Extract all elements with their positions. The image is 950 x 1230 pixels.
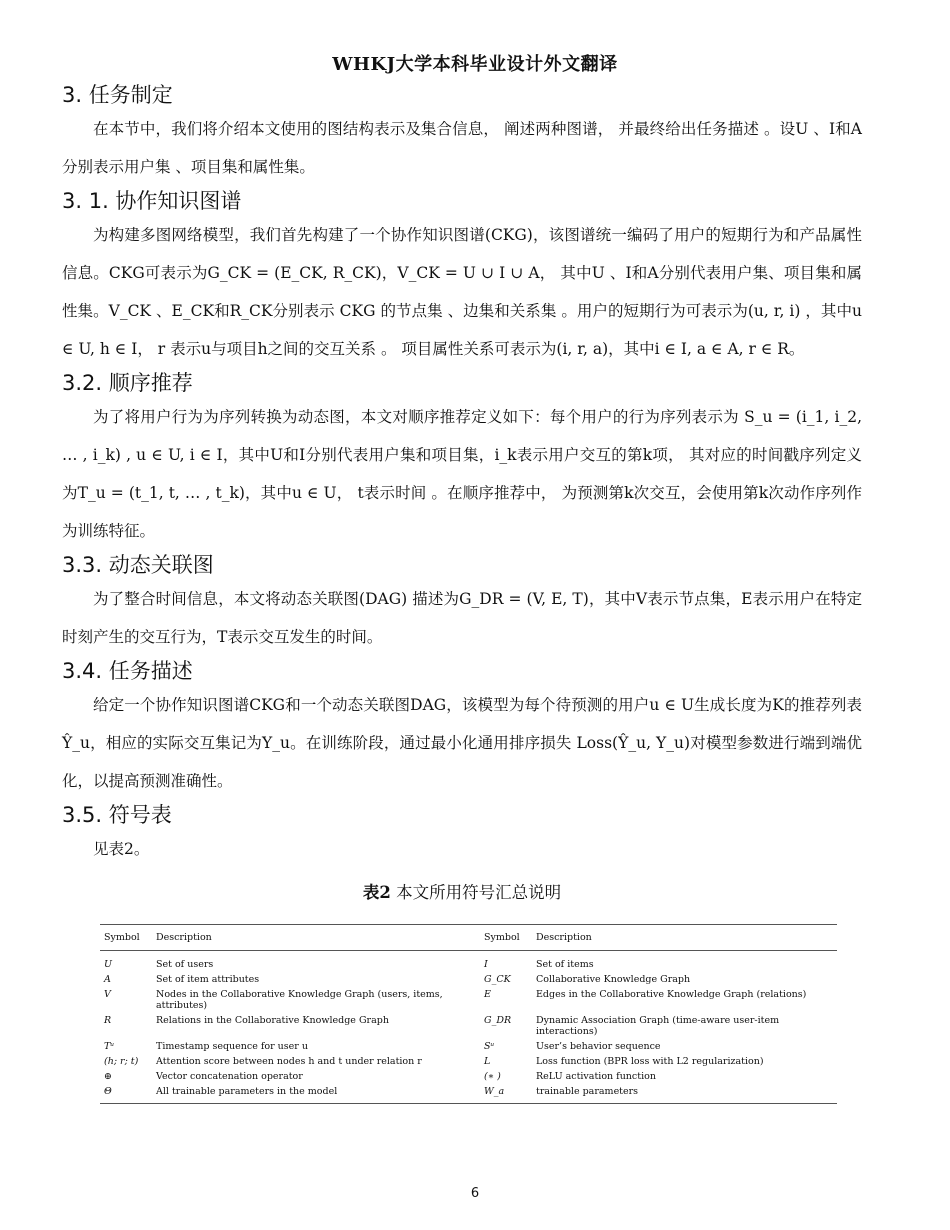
symbol-cell: U xyxy=(104,959,113,970)
section-paragraph: 为构建多图网络模型，我们首先构建了一个协作知识图谱(CKG)，该图谱统一编码了用户的短期行为和产品属性信息。CKG可表示为G_CK = (E_CK, R_CK)，V_CK = U ∪ I ∪ A， 其中U 、I和A分别代表用户集、项目集和属性集。V_CK 、E_CK和R_CK分别表示 CKG 的节点集 、边集和关系集 。用户的短期行为可表示为(u, r, i) ，其中u ∈ U, h ∈ I， r 表示u与项目h之间的交互关系 。 项目属性关系可表示为(i, r, a)，其中i ∈ I, a ∈ A, r ∈ R。 xyxy=(62,226,862,358)
symbol-cell: R xyxy=(104,1015,112,1026)
section-paragraph: 为了将用户行为为序列转换为动态图，本文对顺序推荐定义如下：每个用户的行为序列表示为 S_u = (i_1, i_2, … , i_k) , u ∈ U, i ∈ I，其中U和I分别代表用户集和项目集，i_k表示用户交互的第k项， 其对应的时间戳序列定义为T_u = (t_1, t, … , t_k)，其中u ∈ U， t表示时间 。在顺序推荐中， 为预测第k次交互，会使用第k次动作序列作为训练特征。 xyxy=(62,408,862,540)
section-heading: 3.4. 任务描述 xyxy=(62,659,193,683)
symbol-cell: G_DR xyxy=(484,1015,512,1026)
description-cell: Set of item attributes xyxy=(156,974,260,985)
description-cell: Vector concatenation operator xyxy=(156,1071,303,1082)
table-row xyxy=(100,1069,837,1084)
symbol-cell: A xyxy=(104,974,111,985)
section-paragraph: 为了整合时间信息，本文将动态关联图(DAG) 描述为G_DR = (V, E, T)，其中V表示节点集，E表示用户在特定时刻产生的交互行为，T表示交互发生的时间。 xyxy=(62,590,862,646)
symbol-cell: E xyxy=(484,989,491,1000)
description-cell: Relations in the Collaborative Knowledge Graph xyxy=(156,1015,389,1026)
table-header-row xyxy=(100,925,837,951)
section-paragraph: 在本节中，我们将介绍本文使用的图结构表示及集合信息， 阐述两种图谱， 并最终给出任务描述 。设U 、I和A分别表示用户集 、项目集和属性集。 xyxy=(62,120,862,176)
table-caption xyxy=(62,880,862,906)
symbol-table xyxy=(100,924,837,1104)
description-cell: ReLU activation function xyxy=(536,1071,656,1082)
description-cell: Set of items xyxy=(536,959,594,970)
description-cell: Timestamp sequence for user u xyxy=(156,1041,308,1052)
description-cell: Set of users xyxy=(156,959,214,970)
header-description: Description xyxy=(536,932,592,943)
section-ckg xyxy=(62,186,862,368)
symbol-cell: L xyxy=(484,1056,491,1067)
symbol-cell: (∗ ) xyxy=(484,1071,501,1082)
section-heading: 3.3. 动态关联图 xyxy=(62,553,214,577)
symbol-cell: Θ xyxy=(104,1086,112,1097)
description-cell: Loss function (BPR loss with L2 regularization) xyxy=(536,1056,764,1067)
description-cell: Collaborative Knowledge Graph xyxy=(536,974,691,985)
table-caption-text: 本文所用符号汇总说明 xyxy=(396,883,562,902)
symbol-cell: I xyxy=(484,959,488,970)
page-header: WHKJ大学本科毕业设计外文翻译 xyxy=(332,54,618,75)
section-heading: 3. 1. 协作知识图谱 xyxy=(62,189,242,213)
symbol-cell: V xyxy=(104,989,111,1000)
description-cell: trainable parameters xyxy=(536,1086,639,1097)
table-row xyxy=(100,1084,837,1104)
page-number: 6 xyxy=(470,1186,480,1201)
section-paragraph: 见表2。 xyxy=(93,840,150,858)
description-cell: All trainable parameters in the model xyxy=(156,1086,338,1097)
header-symbol: Symbol xyxy=(484,932,520,943)
description-cell: Edges in the Collaborative Knowledge Graph (relations) xyxy=(536,989,807,1000)
document-body xyxy=(62,80,862,1104)
header-symbol: Symbol xyxy=(104,932,140,943)
section-paragraph: 给定一个协作知识图谱CKG和一个动态关联图DAG，该模型为每个待预测的用户u ∈ U生成长度为K的推荐列表Ŷ_u，相应的实际交互集记为Y_u。在训练阶段，通过最小化通用排序损失 Loss(Ŷ_u, Y_u)对模型参数进行端到端优化，以提高预测准确性。 xyxy=(62,696,862,790)
table-caption-label: 表2 xyxy=(362,883,391,902)
description-cell: Dynamic Association Graph (time-aware user-item interactions) xyxy=(536,1015,780,1037)
section-sequential-recommendation xyxy=(62,368,862,550)
table-row xyxy=(100,1054,837,1069)
section-symbol-table xyxy=(62,800,862,868)
section-task-description xyxy=(62,656,862,800)
table-row xyxy=(100,972,837,987)
section-heading: 3.5. 符号表 xyxy=(62,803,172,827)
symbol-cell: G_CK xyxy=(484,974,511,985)
section-task-formulation xyxy=(62,80,862,186)
description-cell: User’s behavior sequence xyxy=(536,1041,661,1052)
table-row xyxy=(100,1039,837,1054)
symbol-cell: Tᵘ xyxy=(104,1041,115,1052)
section-dag xyxy=(62,550,862,656)
table-row xyxy=(100,951,837,973)
symbol-cell: ⊕ xyxy=(104,1071,112,1082)
symbol-cell: (h; r; t) xyxy=(104,1056,139,1067)
description-cell: Attention score between nodes h and t under relation r xyxy=(156,1056,422,1067)
description-cell: Nodes in the Collaborative Knowledge Graph (users, items, attributes) xyxy=(156,989,443,1011)
section-heading: 3. 任务制定 xyxy=(62,83,173,107)
symbol-cell: Sᵘ xyxy=(484,1041,495,1052)
header-description: Description xyxy=(156,932,212,943)
section-heading: 3.2. 顺序推荐 xyxy=(62,371,193,395)
table-row xyxy=(100,1013,837,1039)
table-row xyxy=(100,987,837,1013)
symbol-cell: W_a xyxy=(484,1086,505,1097)
